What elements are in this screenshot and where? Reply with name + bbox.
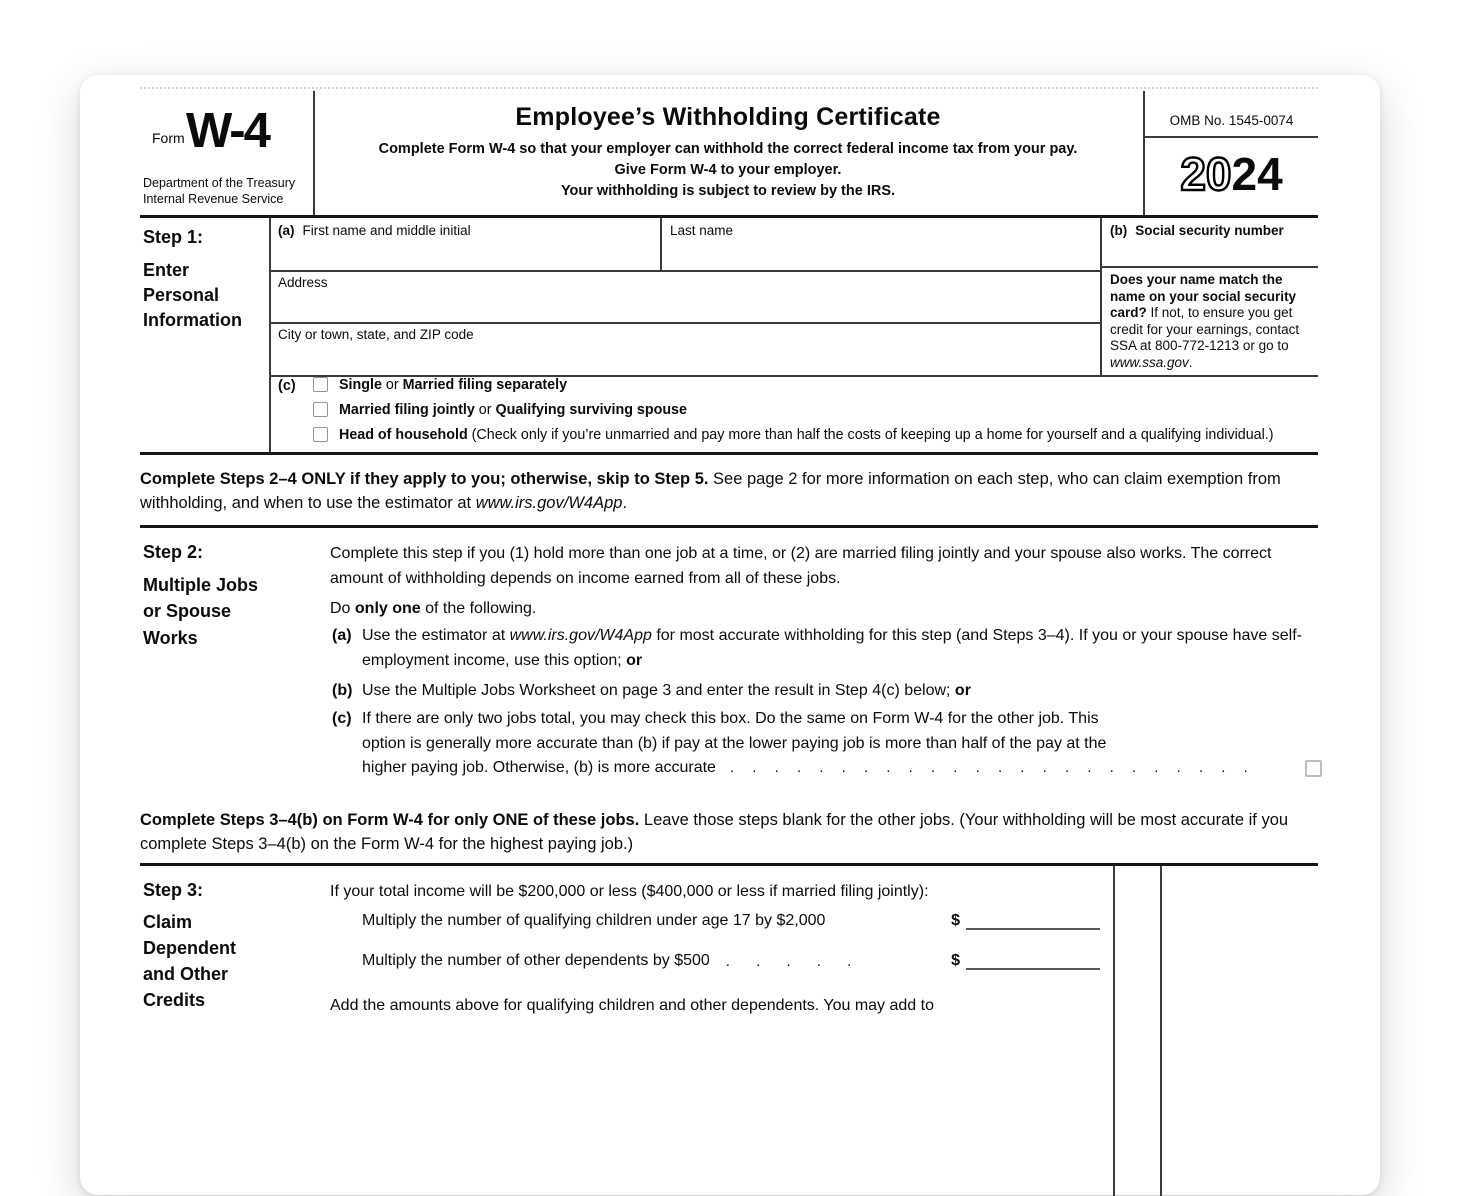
form-subtitle (323, 139, 1133, 202)
address-row-rule (269, 322, 1100, 324)
filing-option-single (313, 376, 567, 393)
do-bold: only one (354, 600, 421, 617)
single-label-bold1: Single (339, 376, 382, 393)
ssn-name-match-note (1110, 272, 1320, 371)
two-jobs-checkbox[interactable] (1305, 760, 1322, 777)
married-jointly-bold1: Married filing jointly (339, 401, 475, 418)
ssn-note-period: . (1188, 354, 1193, 370)
step1-label (143, 225, 255, 333)
subtitle-line-2: Give Form W-4 to your employer. (614, 162, 842, 178)
option-c-line3-text: higher paying job. Otherwise, (b) is more accurate (362, 759, 716, 776)
step3-number: Step 3: (143, 880, 204, 900)
ssn-label-text: Social security number (1135, 223, 1284, 238)
city-input[interactable] (272, 344, 1097, 372)
agency-name (143, 176, 295, 207)
ssn-note-bold: Does your name match the name on your social security card? (1110, 272, 1297, 320)
option-c-line2: option is generally more accurate than (b) if pay at the lower paying job is more than half of the pay at the (362, 734, 1107, 752)
year-outline-digits: 20 (1180, 148, 1232, 200)
other-dependents-amount (951, 951, 1100, 970)
other-dependents-row (362, 951, 1100, 970)
steps-2-4-notice-period: . (622, 493, 628, 512)
step2-option-c (332, 707, 1322, 781)
steps-3-4b-notice-bold: Complete Steps 3–4(b) on Form W-4 for only ONE of these jobs. (140, 811, 640, 829)
steps-2-4-notice-text: See page 2 for more information on each step, who can claim exemption from withholding, and when to use the estimator at (140, 470, 1281, 512)
step2-sublabel-line2: or Spouse (143, 601, 232, 621)
step2-sublabel-line1: Multiple Jobs (143, 574, 259, 595)
first-name-label-text: First name and middle initial (302, 223, 471, 238)
other-dependents-dot-leader: . . . . . (725, 953, 863, 970)
option-c-tag: (c) (332, 710, 352, 727)
qualifying-children-row (362, 911, 1100, 930)
name-row-rule (269, 270, 1100, 272)
form-number: W-4 (186, 104, 269, 158)
header-bottom-rule (140, 215, 1318, 218)
step2-option-b (332, 679, 1320, 704)
year-bold-digits: 24 (1231, 148, 1283, 200)
form-word: Form (152, 130, 185, 146)
option-c-line1: If there are only two jobs total, you may check this box. Do the same on Form W-4 for the other job. This (362, 710, 1099, 727)
ssn-note-text: If not, to ensure you get credit for your earnings, contact SSA at 800-772-1213 or go to (1110, 305, 1300, 353)
step1-number: Step 1: (143, 227, 204, 247)
ssn-label (1110, 223, 1284, 238)
w4app-link-1: www.irs.gov/W4App (475, 493, 623, 512)
steps-2-4-notice (140, 468, 1320, 515)
qualifying-children-text: Multiply the number of qualifying children under age 17 by $2,000 (362, 912, 826, 929)
step2-sublabel-line3: Works (143, 627, 198, 648)
subtitle-line-3: Your withholding is subject to review by the IRS. (560, 183, 896, 199)
step3-top-rule (140, 863, 1318, 866)
step3-sublabel-line4: Credits (143, 990, 206, 1010)
dependents-dollar-sign: $ (951, 952, 960, 969)
step1-label-divider (269, 218, 271, 453)
step2-top-rule (140, 525, 1318, 528)
single-label (339, 377, 567, 393)
option-c-dot-leader: . . . . . . . . . . . . . . . . . . . . . . . . (729, 759, 1255, 776)
head-of-household-label (339, 427, 1274, 443)
step1-right-col-divider (1100, 218, 1102, 375)
head-of-household-note: (Check only if you’re unmarried and pay more than half the costs of keeping up a home for yourself and a qualifying individual.) (471, 426, 1274, 443)
step3-line-number-divider (1113, 866, 1115, 1196)
head-of-household-bold: Head of household (339, 426, 468, 443)
filing-option-married-jointly (313, 401, 687, 418)
single-checkbox[interactable] (313, 377, 328, 392)
single-label-or: or (381, 376, 403, 393)
step1-sublabel-line1: Enter (143, 260, 190, 280)
step3-sublabel-line3: and Other (143, 964, 229, 984)
dependents-amount-input[interactable] (966, 951, 1100, 970)
ssa-link: www.ssa.gov (1110, 354, 1189, 370)
single-label-bold2: Married filing separately (402, 376, 568, 393)
married-jointly-or: or (474, 401, 496, 418)
city-label: City or town, state, and ZIP code (278, 327, 474, 342)
ssn-tag: (b) (1110, 223, 1128, 238)
step3-sublabel-line2: Dependent (143, 938, 237, 958)
option-a-tag: (a) (332, 627, 352, 644)
step3-intro: If your total income will be $200,000 or less ($400,000 or less if married filing jointly): (330, 883, 929, 900)
married-jointly-bold2: Qualifying surviving spouse (495, 401, 687, 418)
other-dependents-text: Multiply the number of other dependents by $500 (362, 952, 710, 969)
agency-line-2: Internal Revenue Service (143, 191, 284, 206)
head-of-household-checkbox[interactable] (313, 427, 328, 442)
filing-option-head-of-household (313, 426, 1274, 443)
step3-label (143, 877, 255, 1013)
step1-bottom-rule (140, 452, 1318, 455)
omb-underline (1143, 136, 1318, 138)
steps-3-4b-notice (140, 809, 1320, 856)
address-input[interactable] (272, 292, 1097, 320)
married-jointly-checkbox[interactable] (313, 402, 328, 417)
form-year (1145, 147, 1318, 201)
filing-status-tag: (c) (278, 378, 296, 394)
ssn-row-rule (1100, 266, 1318, 268)
page-top-cutline (140, 87, 1318, 89)
option-a-post: for most accurate withholding for this step (and Steps 3–4). If you or your spouse have self-employment income, use this option; (362, 627, 1302, 669)
form-title: Employee’s Withholding Certificate (515, 103, 941, 131)
last-name-input[interactable] (663, 240, 1097, 268)
first-name-input[interactable] (272, 240, 657, 268)
do-pre: Do (330, 600, 355, 617)
w4app-link-2: www.irs.gov/W4App (509, 627, 652, 644)
last-name-label: Last name (670, 223, 734, 238)
first-name-tag: (a) (278, 223, 295, 238)
do-post: of the following. (420, 600, 537, 617)
first-name-label (278, 223, 471, 238)
subtitle-line-1: Complete Form W-4 so that your employer can withhold the correct federal income tax from your pay. (378, 141, 1078, 157)
step2-do-only-one (330, 596, 536, 621)
step2-option-a (332, 624, 1320, 673)
step2-intro: Complete this step if you (1) hold more than one job at a time, or (2) are married filing jointly and your spouse also works. The correct amount of withholding depends on income earned from all of these jobs. (330, 545, 1272, 587)
step3-sublabel-line1: Claim (143, 912, 193, 932)
married-jointly-label (339, 402, 687, 418)
qualifying-children-amount (951, 911, 1100, 930)
step2-label (143, 539, 261, 651)
name-fields-divider (660, 218, 662, 270)
option-a-or: or (626, 651, 643, 669)
children-amount-input[interactable] (966, 911, 1100, 930)
omb-number: OMB No. 1545-0074 (1169, 113, 1294, 128)
step1-sublabel-line3: Information (143, 310, 242, 330)
option-b-or: or (954, 682, 971, 699)
step1-sublabel-line2: Personal (143, 285, 220, 305)
step3-amount-divider (1160, 866, 1162, 1196)
address-label: Address (278, 275, 328, 290)
option-c-line3 (362, 756, 1322, 781)
option-b-tag: (b) (332, 682, 353, 699)
w4-form-page (80, 75, 1380, 1195)
step2-number: Step 2: (143, 542, 204, 562)
steps-2-4-notice-bold: Complete Steps 2–4 ONLY if they apply to you; otherwise, skip to Step 5. (140, 470, 709, 488)
steps-3-4b-notice-text: Leave those steps blank for the other jobs. (Your withholding will be most accurate if you complete Steps 3–4(b) on the Form W-4 for the highest paying job.) (140, 811, 1289, 853)
add-amounts-text: Add the amounts above for qualifying children and other dependents. You may add to (330, 997, 934, 1014)
agency-line-1: Department of the Treasury (143, 176, 296, 190)
ssn-input[interactable] (1103, 238, 1317, 264)
option-a-pre: Use the estimator at (362, 627, 510, 644)
children-dollar-sign: $ (951, 912, 960, 929)
option-b-text: Use the Multiple Jobs Worksheet on page 3 and enter the result in Step 4(c) below; (362, 682, 955, 699)
